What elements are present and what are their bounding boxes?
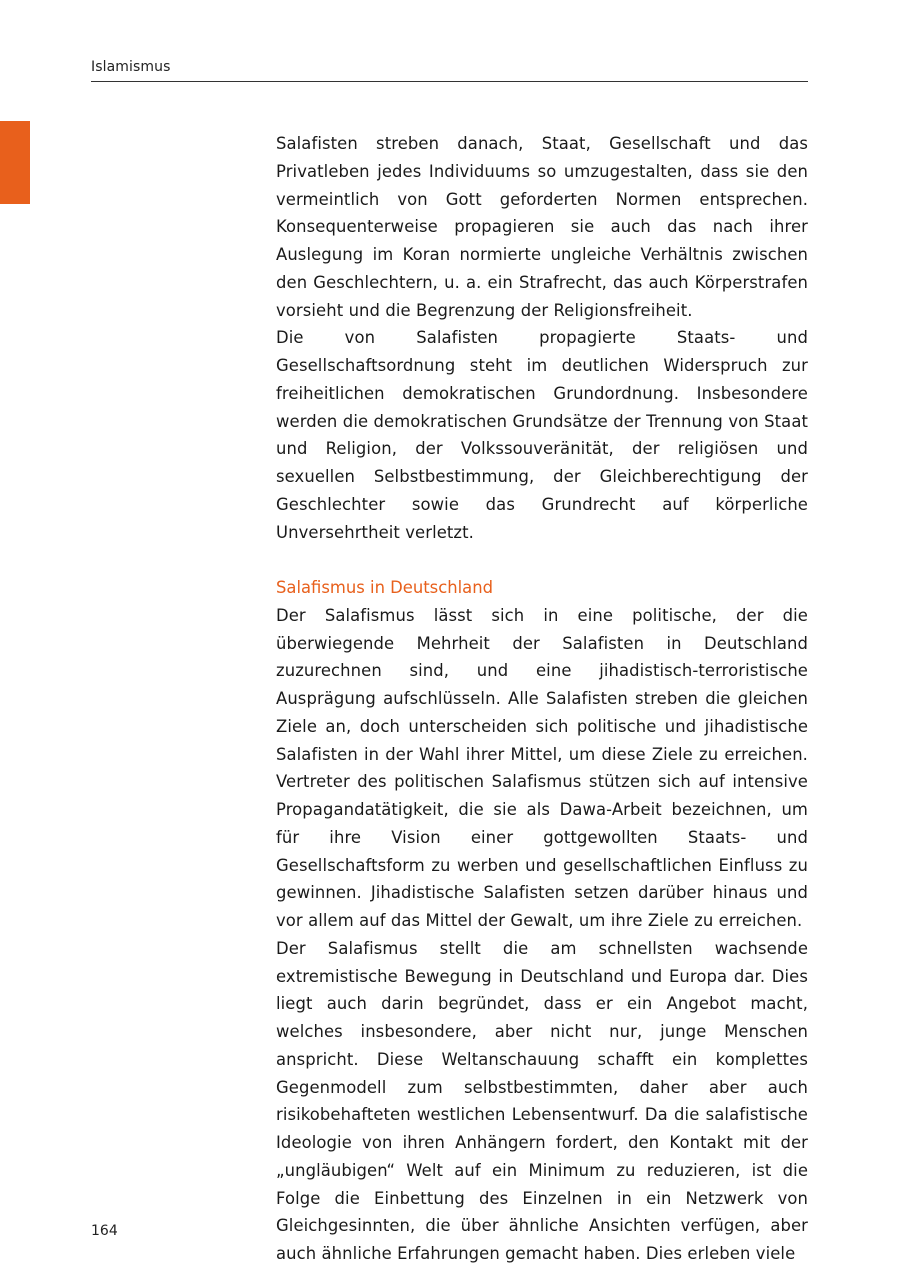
body-text-column [276,130,808,1268]
paragraph-political-jihadist: Der Salafismus lässt sich in eine politische, der die überwiegende Mehrheit der Salafisten in Deutschland zuzurechnen sind, und eine jihadistisch-terroristische Ausprägung aufschlüsseln. Alle Salafisten streben die gleichen Ziele an, doch unterscheiden sich politische und jihadistische Salafisten in der Wahl ihrer Mittel, um diese Ziele zu erreichen. Vertreter des politischen Salafismus stützen sich auf intensive Propagandatätigkeit, die sie als Dawa-Arbeit bezeichnen, um für ihre Vision einer gottgewollten Staats- und Gesellschaftsform zu werben und gesellschaftlichen Einfluss zu gewinnen. Jihadistische Salafisten setzen darüber hinaus und vor allem auf das Mittel der Gewalt, um ihre Ziele zu erreichen. [276,605,808,930]
paragraph-fastest-growing: Der Salafismus stellt die am schnellsten wachsende extremistische Bewegung in Deutschland und Europa dar. Dies liegt auch darin begründet, dass er ein Angebot macht, welches insbesondere, aber nicht nur, junge Menschen anspricht. Diese Weltanschauung schafft ein komplettes Gegenmodell zum selbstbestimmten, daher aber auch risikobehafteten westlichen Lebensentwurf. Da die salafistische Ideologie von ihren Anhängern fordert, den Kontakt mit der „ungläubigen“ Welt auf ein Minimum zu reduzieren, ist die Folge die Einbettung des Einzelnen in ein Netzwerk von Gleichgesinnten, die über ähnliche Ansichten verfügen, aber auch ähnliche Erfahrungen gemacht haben. Dies erleben viele [276,938,808,1263]
running-header: Islamismus [91,59,171,75]
chapter-marker-tab [0,121,30,204]
header-rule [91,81,808,82]
section-heading: Salafismus in Deutschland [276,578,494,597]
page-number: 164 [91,1223,118,1239]
paragraph-salafist-goals: Salafisten streben danach, Staat, Gesellschaft und das Privatleben jedes Individuums so umzugestalten, dass sie den vermeintlich von Gott geforderten Normen entsprechen. Konsequenterweise propagieren sie auch das nach ihrer Auslegung im Koran normierte ungleiche Verhältnis zwischen den Geschlechtern, u. a. ein Strafrecht, das auch Körperstrafen vorsieht und die Begrenzung der Religionsfreiheit. [276,134,808,320]
paragraph-state-order: Die von Salafisten propagierte Staats- und Gesellschaftsordnung steht im deutlichen Widerspruch zur freiheitlichen demokratischen Grundordnung. Insbesondere werden die demokratischen Grundsätze der Trennung von Staat und Religion, der Volkssouveränität, der religiösen und sexuellen Selbstbestimmung, der Gleichberechtigung der Geschlechter sowie das Grundrecht auf körperliche Unversehrtheit verletzt. [276,328,808,542]
